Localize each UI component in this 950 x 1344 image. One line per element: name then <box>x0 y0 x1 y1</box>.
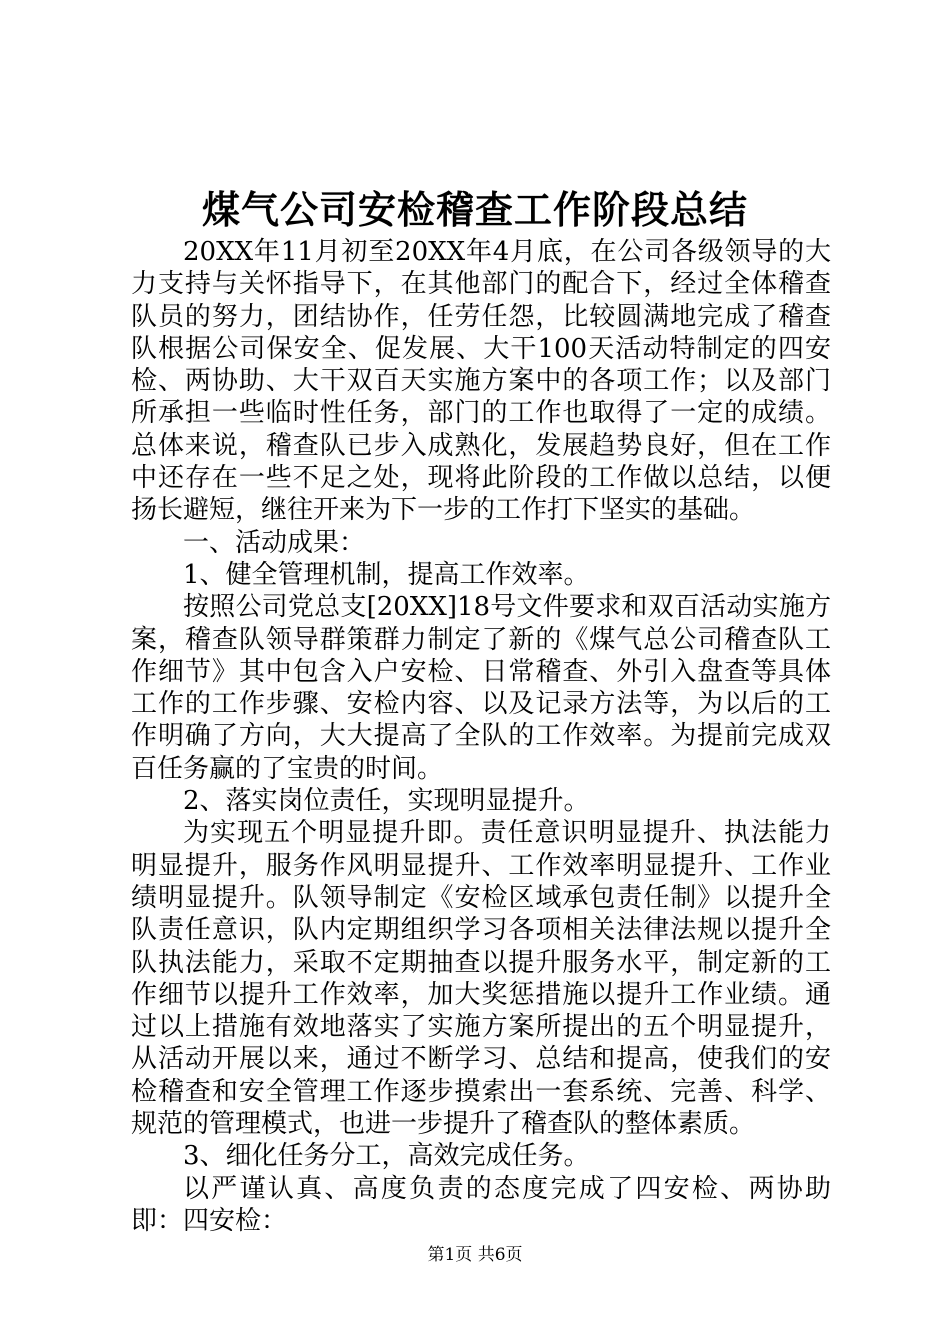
document-title: 煤气公司安检稽查工作阶段总结 <box>201 187 748 232</box>
subheading-3: 3、细化任务分工，高效完成任务。 <box>183 1141 590 1172</box>
subheading-1: 1、健全管理机制，提高工作效率。 <box>183 559 590 590</box>
section-heading-achievements: 一、活动成果： <box>183 527 366 558</box>
page-number-footer: 第1页 共6页 <box>427 1245 523 1265</box>
paragraph-2: 为实现五个明显提升即。责任意识明显提升、执法能力明显提升，服务作风明显提升、工作效率明显提升、工作业绩明显提升。队领导制定《安检区域承包责任制》以提升全队责任意识，队内定期组织学习各项相关法律法规以提升全队执法能力，采取不定期抽查以提升服务水平，制定新的工作细节以提升工作效率，加大奖惩措施以提升工作业绩。通过以上措施有效地落实了实施方案所提出的五个明显提升，从活动开展以来，通过不断学习、总结和提高，使我们的安检稽查和安全管理工作逐步摸索出一套系统、完善、科学、规范的管理模式，也进一步提升了稽查队的整体素质。 <box>131 818 831 1140</box>
paragraph-3: 以严谨认真、高度负责的态度完成了四安检、两协助即：四安检： <box>131 1173 831 1236</box>
document-body <box>131 236 831 1237</box>
paragraph-intro: 20XX年11月初至20XX年4月底，在公司各级领导的大力支持与关怀指导下，在其他部门的配合下，经过全体稽查队员的努力，团结协作，任劳任怨，比较圆满地完成了稽查队根据公司保安全、促发展、大干100天活动特制定的四安检、两协助、大干双百天实施方案中的各项工作；以及部门所承担一些临时性任务，部门的工作也取得了一定的成绩。总体来说，稽查队已步入成熟化，发展趋势良好，但在工作中还存在一些不足之处，现将此阶段的工作做以总结，以便扬长避短，继往开来为下一步的工作打下坚实的基础。 <box>131 237 831 526</box>
paragraph-1: 按照公司党总支[20XX]18号文件要求和双百活动实施方案，稽查队领导群策群力制定了新的《煤气总公司稽查队工作细节》其中包含入户安检、日常稽查、外引入盘查等具体工作的工作步骤、安检内容、以及记录方法等，为以后的工作明确了方向，大大提高了全队的工作效率。为提前完成双百任务赢的了宝贵的时间。 <box>131 592 831 784</box>
subheading-2: 2、落实岗位责任，实现明显提升。 <box>183 786 590 817</box>
